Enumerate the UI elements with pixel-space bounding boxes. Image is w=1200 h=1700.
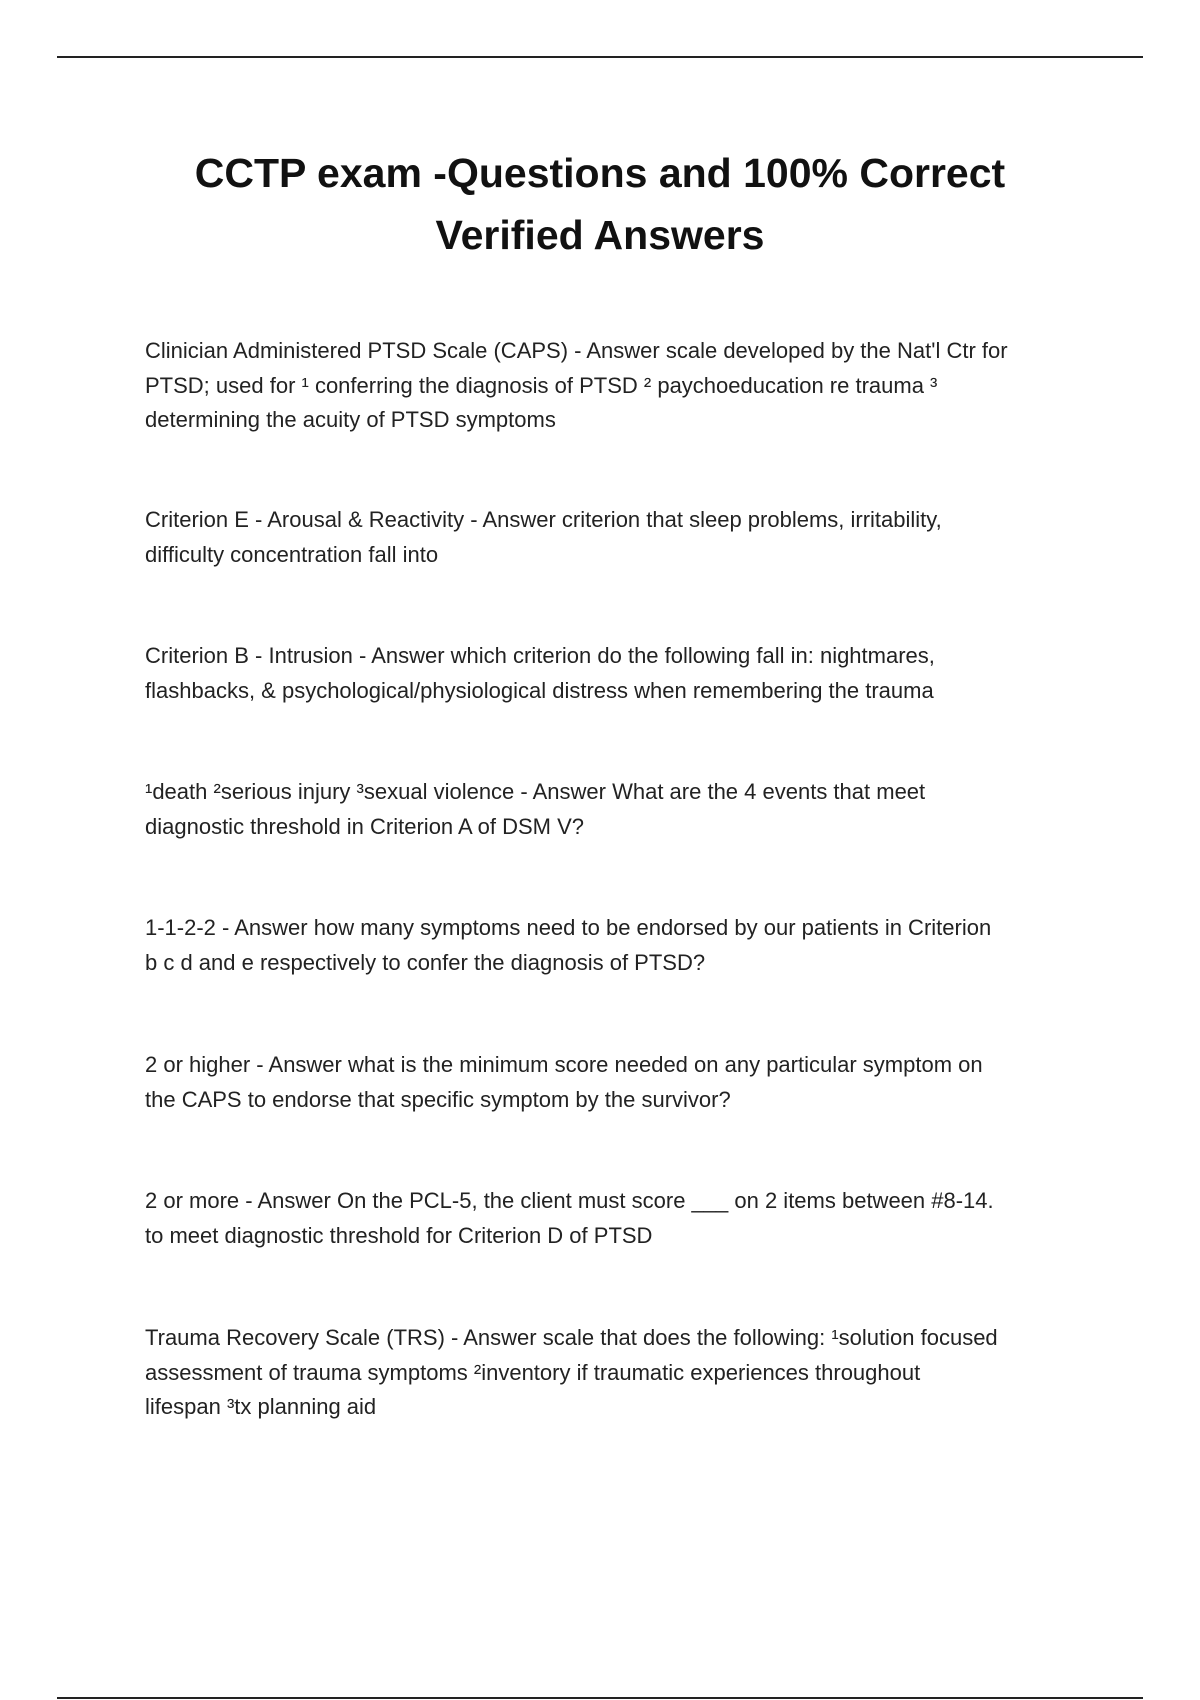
title-line-1: CCTP exam -Questions and 100% Correct (194, 150, 1006, 196)
qa-item-symptom-counts (145, 911, 1095, 980)
qa-item-criterion-b (145, 639, 1095, 708)
qa-line: flashbacks, & psychological/physiological distress when remembering the trauma (145, 677, 934, 703)
qa-item-caps (145, 334, 1095, 438)
title-line-2: Verified Answers (435, 212, 765, 258)
qa-item-trs (145, 1321, 1095, 1425)
qa-item-caps-min-score (145, 1048, 1095, 1117)
qa-item-criterion-e (145, 503, 1095, 572)
qa-line: assessment of trauma symptoms ²inventory if traumatic experiences throughout (145, 1359, 921, 1385)
qa-line: PTSD; used for ¹ conferring the diagnosis of PTSD ² paychoeducation re trauma ³ (145, 372, 938, 398)
top-rule (57, 56, 1143, 58)
qa-line: determining the acuity of PTSD symptoms (145, 407, 556, 432)
qa-item-criterion-a-events (145, 775, 1095, 844)
qa-line: Criterion E - Arousal & Reactivity - Answer criterion that sleep problems, irritability, (145, 507, 942, 532)
qa-line: ¹death ²serious injury ³sexual violence - Answer What are the 4 events that meet (145, 779, 926, 804)
qa-line: Trauma Recovery Scale (TRS) - Answer scale that does the following: ¹solution focused (145, 1325, 998, 1350)
bottom-rule (57, 1697, 1143, 1699)
qa-line: the CAPS to endorse that specific symptom by the survivor? (145, 1086, 731, 1112)
qa-line: 1-1-2-2 - Answer how many symptoms need to be endorsed by our patients in Criterion (145, 915, 992, 940)
qa-line: to meet diagnostic threshold for Criterion D of PTSD (145, 1222, 653, 1248)
qa-item-pcl5 (145, 1184, 1095, 1253)
qa-line: lifespan ³tx planning aid (145, 1394, 377, 1419)
qa-line: diagnostic threshold in Criterion A of DSM V? (145, 813, 585, 839)
qa-line: 2 or more - Answer On the PCL-5, the client must score ___ on 2 items between #8-14. (145, 1188, 994, 1213)
qa-line: Criterion B - Intrusion - Answer which criterion do the following fall in: nightmares, (145, 643, 935, 668)
qa-line: Clinician Administered PTSD Scale (CAPS) - Answer scale developed by the Nat'l Ctr for (145, 338, 1008, 363)
qa-line: 2 or higher - Answer what is the minimum score needed on any particular symptom on (145, 1052, 983, 1077)
document-title (100, 142, 1100, 266)
qa-line: difficulty concentration fall into (145, 541, 439, 567)
qa-line: b c d and e respectively to confer the diagnosis of PTSD? (145, 949, 706, 975)
